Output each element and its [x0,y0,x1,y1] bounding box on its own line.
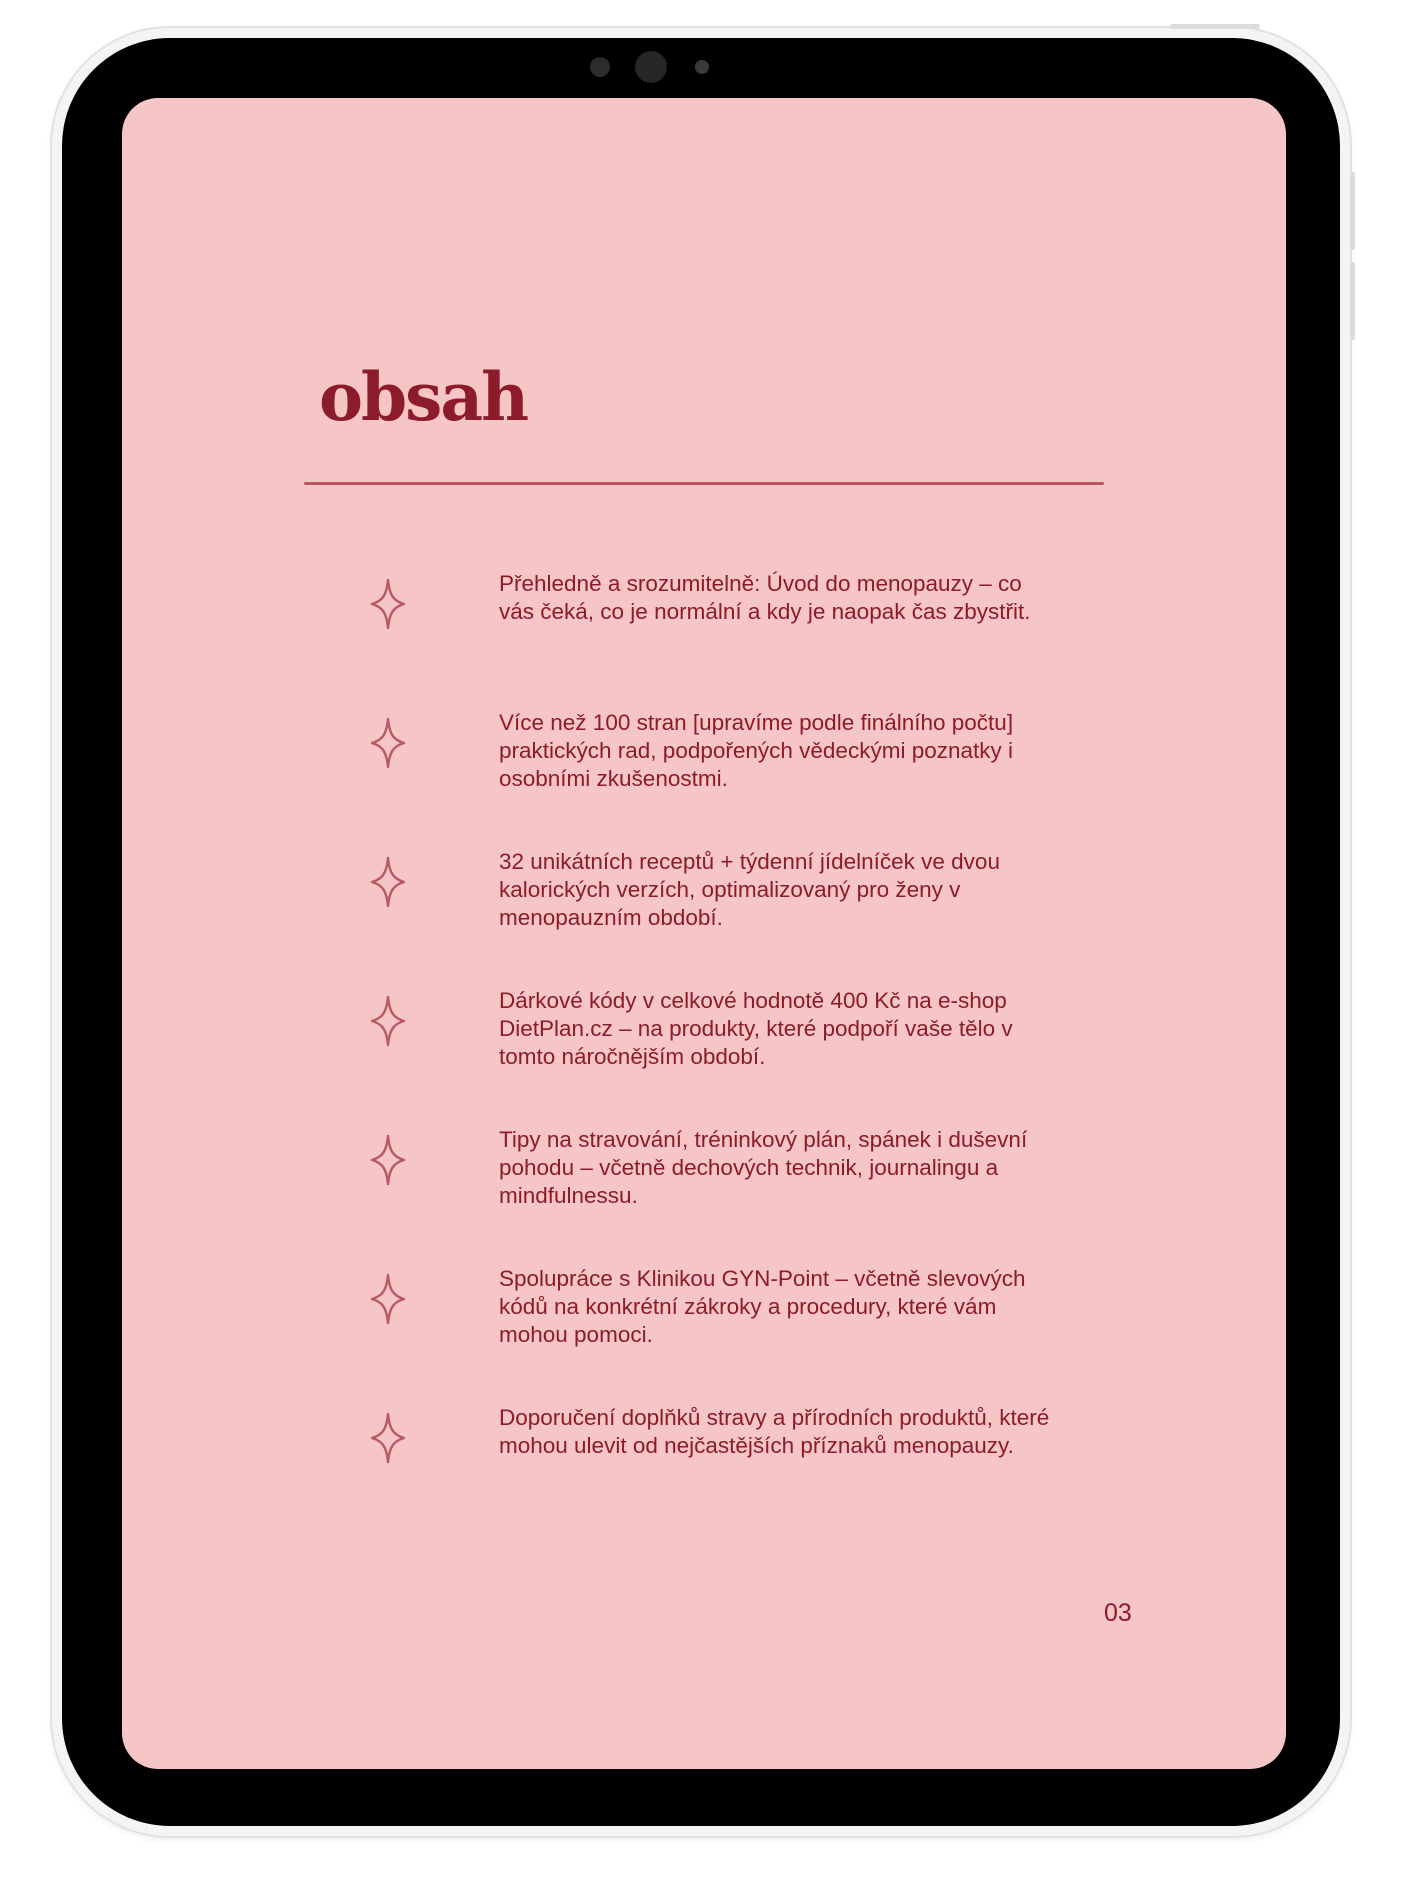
contents-item-text: Více než 100 stran [upravíme podle finálního počtu] praktických rad, podpořených vědeckými poznatky i osobními zkušenostmi. [499,710,1014,791]
volume-down-button [1350,262,1355,340]
light-sensor-icon [695,60,709,74]
sparkle-icon [368,995,408,1047]
camera-icon [635,51,667,83]
contents-item-text: Tipy na stravování, tréninkový plán, spánek i duševní pohodu – včetně dechových technik, journalingu a mindfulnessu. [499,1127,1028,1208]
top-button [1170,24,1260,29]
contents-item [122,1265,1286,1395]
sparkle-icon [368,1273,408,1325]
sparkle-icon [368,578,408,630]
contents-item [122,1126,1286,1256]
sparkle-icon [368,1134,408,1186]
sparkle-icon [368,717,408,769]
contents-item [122,570,1286,700]
contents-item [122,987,1286,1117]
sensor-icon [590,57,610,77]
contents-item-text: Spolupráce s Klinikou GYN-Point – včetně slevových kódů na konkrétní zákroky a procedury, které vám mohou pomoci. [499,1266,1026,1347]
contents-item [122,1404,1286,1534]
contents-item-text: Dárkové kódy v celkové hodnotě 400 Kč na e-shop DietPlan.cz – na produkty, které podpoří vaše tělo v tomto náročnějším období. [499,988,1013,1069]
sparkle-icon [368,856,408,908]
contents-item [122,709,1286,839]
page-title: obsah [319,358,528,436]
contents-item [122,848,1286,978]
page-number: 03 [1104,1599,1132,1627]
ebook-page [122,98,1286,1769]
contents-item-text: Doporučení doplňků stravy a přírodních produktů, které mohou ulevit od nejčastějších příznaků menopauzy. [499,1405,1050,1458]
volume-up-button [1350,172,1355,250]
contents-item-text: Přehledně a srozumitelně: Úvod do menopauzy – co vás čeká, co je normální a kdy je naopak čas zbystřit. [499,571,1031,624]
contents-list [122,98,1286,1769]
sparkle-icon [368,1412,408,1464]
contents-item-text: 32 unikátních receptů + týdenní jídelníček ve dvou kalorických verzích, optimalizovaný pro ženy v menopauzním období. [499,849,1000,930]
